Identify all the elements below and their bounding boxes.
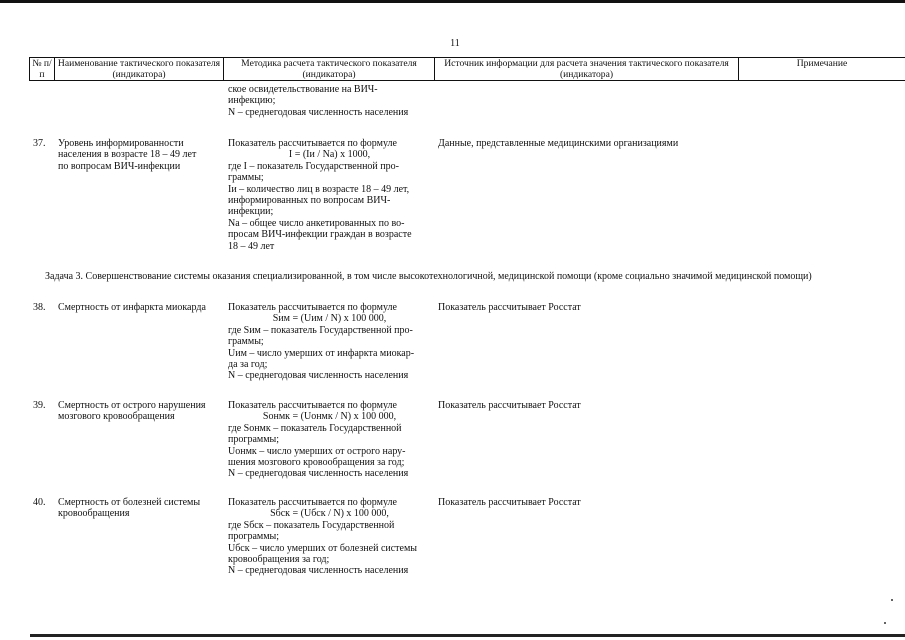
row-source: Показатель рассчитывает Росстат (438, 302, 581, 313)
row-name-line: по вопросам ВИЧ-инфекции (58, 160, 181, 172)
method-line: граммы; (228, 172, 264, 184)
method-line: шения мозгового кровообращения за год; (228, 457, 405, 469)
row-name (58, 138, 221, 172)
header-col-source: Источник информации для расчета значения тактического показателя (индикатора) (435, 57, 739, 81)
method-formula: Sбск = (Uбск / N) x 100 000, (270, 508, 389, 520)
method-line: где Sонмк – показатель Государственной (228, 422, 402, 434)
scan-speck (884, 622, 886, 624)
page-top-border (0, 0, 905, 3)
page-bottom-border (30, 634, 905, 637)
row-method (228, 138, 431, 252)
method-line: информированных по вопросам ВИЧ- (228, 195, 391, 207)
method-line: просам ВИЧ-инфекции граждан в возрасте (228, 229, 412, 241)
method-line: граммы; (228, 336, 264, 348)
method-line: Uонмк – число умерших от острого нару- (228, 445, 406, 457)
row-name-line: кровообращения (58, 508, 130, 520)
row-method (228, 302, 431, 382)
row-name-line: Смертность от острого нарушения (58, 400, 206, 411)
row-name (58, 400, 221, 423)
continuation-line: N – среднегодовая численность населения (228, 106, 409, 118)
header-col-name: Наименование тактического показателя (индикатора) (55, 57, 224, 81)
method-line: Uбск – число умерших от болезней системы (228, 542, 418, 554)
scan-speck (891, 599, 893, 601)
row-number: 40. (33, 497, 46, 508)
method-formula: Sим = (Uим / N) x 100 000, (272, 313, 387, 325)
header-col-note: Примечание (739, 57, 905, 81)
method-intro: Показатель рассчитывается по формуле (228, 302, 397, 313)
header-col-method: Методика расчета тактического показателя (индикатора) (224, 57, 435, 81)
row-method (228, 400, 431, 480)
row-source: Показатель рассчитывает Росстат (438, 400, 581, 411)
continuation-method (228, 84, 431, 118)
row-name-line: Смертность от болезней системы (58, 497, 201, 508)
method-line: N – среднегодовая численность населения (228, 565, 409, 577)
row-number: 38. (33, 302, 46, 313)
method-line: N – среднегодовая численность населения (228, 370, 409, 382)
method-line: где Sбск – показатель Государственной (228, 519, 395, 531)
method-formula: I = (Iи / Nа) x 1000, (288, 149, 371, 161)
method-intro: Показатель рассчитывается по формуле (228, 497, 397, 508)
method-line: кровообращения за год; (228, 554, 330, 566)
continuation-line: инфекцию; (228, 95, 276, 107)
row-method (228, 497, 431, 577)
row-number: 37. (33, 138, 46, 149)
method-line: инфекции; (228, 206, 274, 218)
method-line: 18 – 49 лет (228, 240, 275, 252)
row-source: Данные, представленные медицинскими организациями (438, 138, 679, 149)
method-formula: Sонмк = (Uонмк / N) x 100 000, (262, 411, 397, 423)
method-intro: Показатель рассчитывается по формуле (228, 138, 397, 149)
row-name-line: Уровень информированности (58, 138, 184, 149)
row-name (58, 302, 224, 313)
method-line: да за год; (228, 359, 268, 371)
task-heading: Задача 3. Совершенствование системы оказания специализированной, в том числе высокотехнологичной, медицинской помощи (кроме социально значимой медицинской помощи) (45, 271, 812, 282)
page-number: 11 (450, 38, 460, 49)
header-col-number: № п/п (29, 57, 55, 81)
row-name-line: Смертность от инфаркта миокарда (58, 302, 206, 313)
method-line: Iи – количество лиц в возрасте 18 – 49 лет, (228, 183, 410, 195)
method-intro: Показатель рассчитывается по формуле (228, 400, 397, 411)
method-line: Nа – общее число анкетированных по во- (228, 217, 405, 229)
row-name (58, 497, 221, 520)
row-name-line: мозгового кровообращения (58, 411, 175, 423)
method-line: Uим – число умерших от инфаркта миокар- (228, 347, 415, 359)
row-number: 39. (33, 400, 46, 411)
method-line: программы; (228, 434, 280, 446)
row-source: Показатель рассчитывает Росстат (438, 497, 581, 508)
continuation-line: ское освидетельствование на ВИЧ- (228, 84, 378, 95)
method-line: где Sим – показатель Государственной про- (228, 324, 413, 336)
method-line: N – среднегодовая численность населения (228, 468, 409, 480)
row-name-line: населения в возрасте 18 – 49 лет (58, 149, 197, 161)
method-line: программы; (228, 531, 280, 543)
method-line: где I – показатель Государственной про- (228, 160, 399, 172)
